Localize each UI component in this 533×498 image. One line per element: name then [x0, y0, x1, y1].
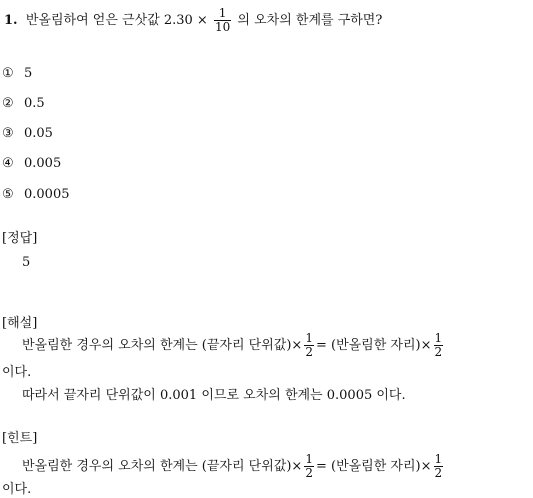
option-marker: ③	[2, 126, 14, 141]
explanation-formula-line	[22, 331, 445, 361]
fraction-one-half	[304, 332, 314, 359]
times-sign: ×	[291, 459, 303, 474]
option-3[interactable]	[2, 126, 53, 142]
fraction-denominator: 10	[214, 20, 231, 34]
fraction-denominator: 2	[305, 345, 313, 359]
option-1[interactable]	[2, 66, 32, 82]
fraction-numerator: 1	[214, 7, 231, 21]
fraction-one-half	[434, 332, 444, 359]
fraction-denominator: 2	[434, 345, 443, 359]
fraction-one-half	[304, 453, 314, 480]
explanation-text-b: = (반올림한 자리)	[315, 338, 421, 353]
hint-text-a: 반올림한 경우의 오차의 한계는 (끝자리 단위값)	[22, 459, 292, 474]
question-text-after: 의 오차의 한계를 구하면?	[237, 13, 383, 28]
option-text: 0.0005	[24, 187, 70, 202]
fraction-numerator: 1	[434, 331, 443, 345]
times-sign: ×	[420, 459, 432, 474]
question-number: 1.	[4, 13, 18, 28]
hint-label: [힌트]	[2, 431, 38, 446]
option-5[interactable]	[2, 187, 70, 203]
fraction-denominator: 2	[434, 466, 443, 480]
times-sign: ×	[196, 13, 208, 28]
fraction-one-half	[434, 453, 444, 480]
option-marker: ②	[2, 96, 14, 111]
explanation-text-a: 반올림한 경우의 오차의 한계는 (끝자리 단위값)	[22, 338, 292, 353]
option-text: 0.05	[24, 126, 53, 141]
option-4[interactable]	[2, 156, 61, 172]
fraction-one-tenth	[214, 7, 231, 34]
explanation-line-end: 이다.	[2, 365, 32, 380]
fraction-numerator: 1	[434, 452, 443, 466]
explanation-line-2: 따라서 끝자리 단위값이 0.001 이므로 오차의 한계는 0.0005 이다.	[22, 388, 406, 403]
fraction-numerator: 1	[305, 331, 313, 345]
times-sign: ×	[291, 338, 303, 353]
option-marker: ④	[2, 156, 14, 171]
option-text: 5	[24, 66, 33, 81]
option-marker: ①	[2, 66, 14, 81]
explanation-label: [해설]	[2, 316, 38, 331]
fraction-numerator: 1	[305, 452, 313, 466]
question-line	[4, 6, 382, 36]
answer-label: [정답]	[2, 231, 38, 246]
question-text-before: 반올림하여 얻은 근삿값 2.30	[25, 13, 193, 28]
hint-formula-line	[22, 452, 445, 482]
hint-line-end: 이다.	[2, 482, 32, 497]
times-sign: ×	[420, 338, 432, 353]
fraction-denominator: 2	[305, 466, 313, 480]
option-2[interactable]	[2, 96, 45, 112]
hint-text-b: = (반올림한 자리)	[315, 459, 421, 474]
option-text: 0.5	[24, 96, 45, 111]
option-text: 0.005	[24, 156, 62, 171]
option-marker: ⑤	[2, 187, 14, 202]
answer-value: 5	[22, 255, 31, 270]
